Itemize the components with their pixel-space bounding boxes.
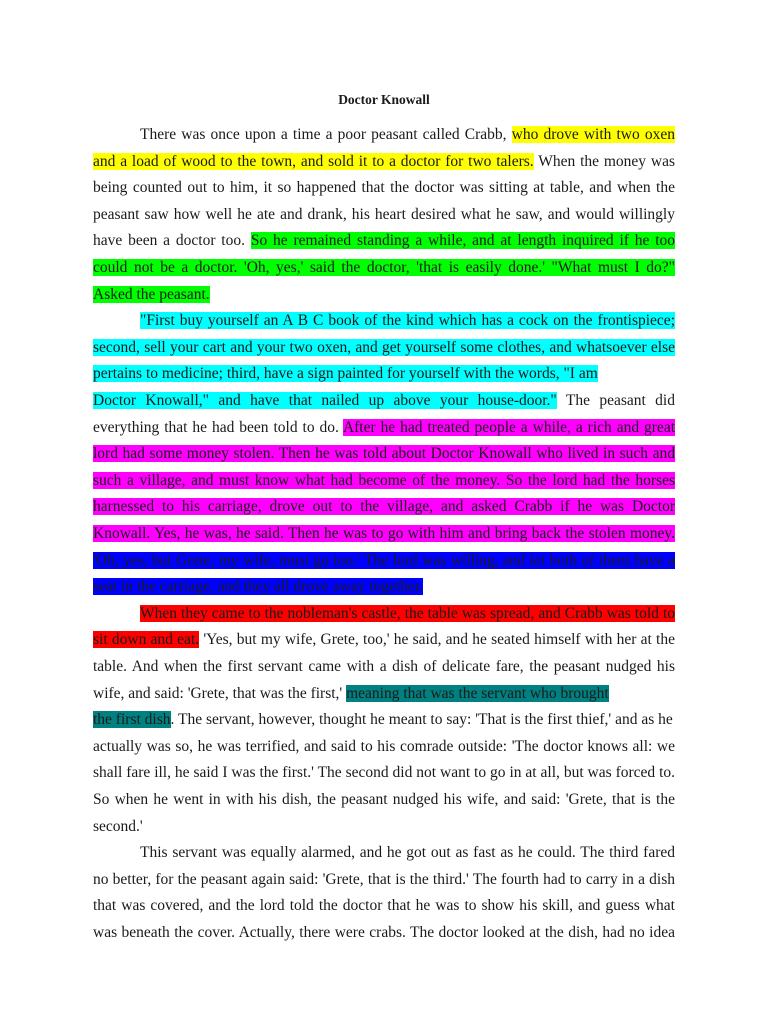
highlight-magenta: After he had treated people a while, a rich and great [342,418,675,436]
text-line [93,255,675,281]
highlight-teal: the first dish [93,711,171,729]
text-line [93,149,675,175]
document-page [93,0,675,1024]
highlight-teal: meaning that was the servant who brought [346,684,609,702]
text-run: So when he went in with his dish, the peasant nudged his wife, and said: 'Grete, that is the [93,791,675,808]
text-run: everything that he had been told to do. [93,418,343,436]
highlight-blue: 'Oh, yes, but Grete, my wife, must go too.' The lord was willing, and let both of them have a [93,551,675,569]
highlight-cyan: Doctor Knowall," and have that nailed up above your house-door." [93,392,557,409]
highlight-magenta: Knowall. Yes, he was, he said. Then he was to go with him and bring back the stolen money. [93,525,675,542]
text-line [93,228,675,254]
text-line [93,494,675,520]
text-line [93,441,675,467]
text-line [140,840,675,866]
highlight-green: could not be a doctor. 'Oh, yes,' said the doctor, 'that is easily done.' "What must I do?" [93,259,675,276]
highlight-cyan: pertains to medicine; third, have a sign painted for yourself with the words, "I am [93,365,598,383]
highlight-red: sit down and eat. [93,631,200,649]
text-run: peasant saw how well he ate and drank, his heart desired what he saw, and would willingly [93,205,675,223]
text-run: being counted out to him, it so happened that the doctor was sitting at table, and when the [93,179,675,197]
text-run: shall fare ill, he said I was the first.' The second did not want to go in at all, but was forced to. [93,764,675,782]
text-line [140,601,675,627]
text-line [93,202,675,228]
text-run: table. And when the first servant came with a dish of delicate fare, the peasant nudged his [93,658,675,675]
text-line [140,308,675,334]
highlight-green: So he remained standing a while, and at length inquired if he too [250,232,675,250]
text-run: The peasant did [556,392,675,409]
text-line [93,734,675,760]
text-line [93,867,675,893]
document-title: Doctor Knowall [338,92,430,107]
text-line [93,814,143,840]
text-line [93,760,675,786]
text-line [93,361,598,387]
highlight-magenta: harnessed to his carriage, drove out to the village, and asked Crabb if he was Doctor [93,498,675,516]
highlight-cyan: second, sell your cart and your two oxen, and get yourself some clothes, and whatsoever else [93,338,675,356]
text-line [93,468,675,494]
text-line [93,415,675,441]
highlight-green: Asked the peasant. [93,285,210,303]
text-line [93,893,675,919]
text-line [93,920,675,946]
highlight-cyan: "First buy yourself an A B C book of the kind which has a cock on the frontispiece; [140,312,675,330]
text-run: that was covered, and the lord told the doctor that he was to show his skill, and guess what [93,897,675,915]
highlight-red: When they came to the nobleman's castle, the table was spread, and Crabb was told to [140,604,675,622]
text-run: . The servant, however, thought he meant to say: 'That is the first thief,' and as he [170,711,673,729]
text-line [93,335,675,361]
text-line [93,681,609,707]
text-line [93,574,423,600]
text-line [93,548,675,574]
highlight-yellow: who drove with two oxen [511,126,675,143]
text-line [93,388,675,414]
text-run: was beneath the cover. Actually, there were crabs. The doctor looked at the dish, had no idea [93,924,675,941]
text-run: wife, and said: 'Grete, that was the first,' [93,684,347,702]
text-line [93,627,675,653]
text-run: There was once upon a time a poor peasant called Crabb, [140,126,512,143]
highlight-blue: seat in the carriage, and they all drove away together. [93,578,424,596]
text-line [93,175,675,201]
highlight-magenta: lord had some money stolen. Then he was told about Doctor Knowall who lived in such and [93,445,675,463]
text-run: have been a doctor too. [93,232,251,250]
text-line [140,122,675,148]
text-run: actually was so, he was terrified, and said to his comrade outside: 'The doctor knows all: we [93,737,675,755]
text-run: This servant was equally alarmed, and he got out as fast as he could. The third fared [140,844,675,862]
text-line [93,707,673,733]
highlight-magenta: such a village, and must know what had become of the money. So the lord had the horses [93,471,675,489]
text-run: second.' [93,817,143,835]
text-run: no better, for the peasant again said: 'Grete, that is the third.' The fourth had to carry in a dish [93,870,675,888]
text-line [93,521,675,547]
text-line [93,282,210,308]
text-line [93,654,675,680]
text-line [93,787,675,813]
highlight-yellow: and a load of wood to the town, and sold it to a doctor for two talers. [93,152,534,170]
text-run: 'Yes, but my wife, Grete, too,' he said, and he seated himself with her at the [199,631,675,649]
text-run: When the money was [533,152,675,170]
